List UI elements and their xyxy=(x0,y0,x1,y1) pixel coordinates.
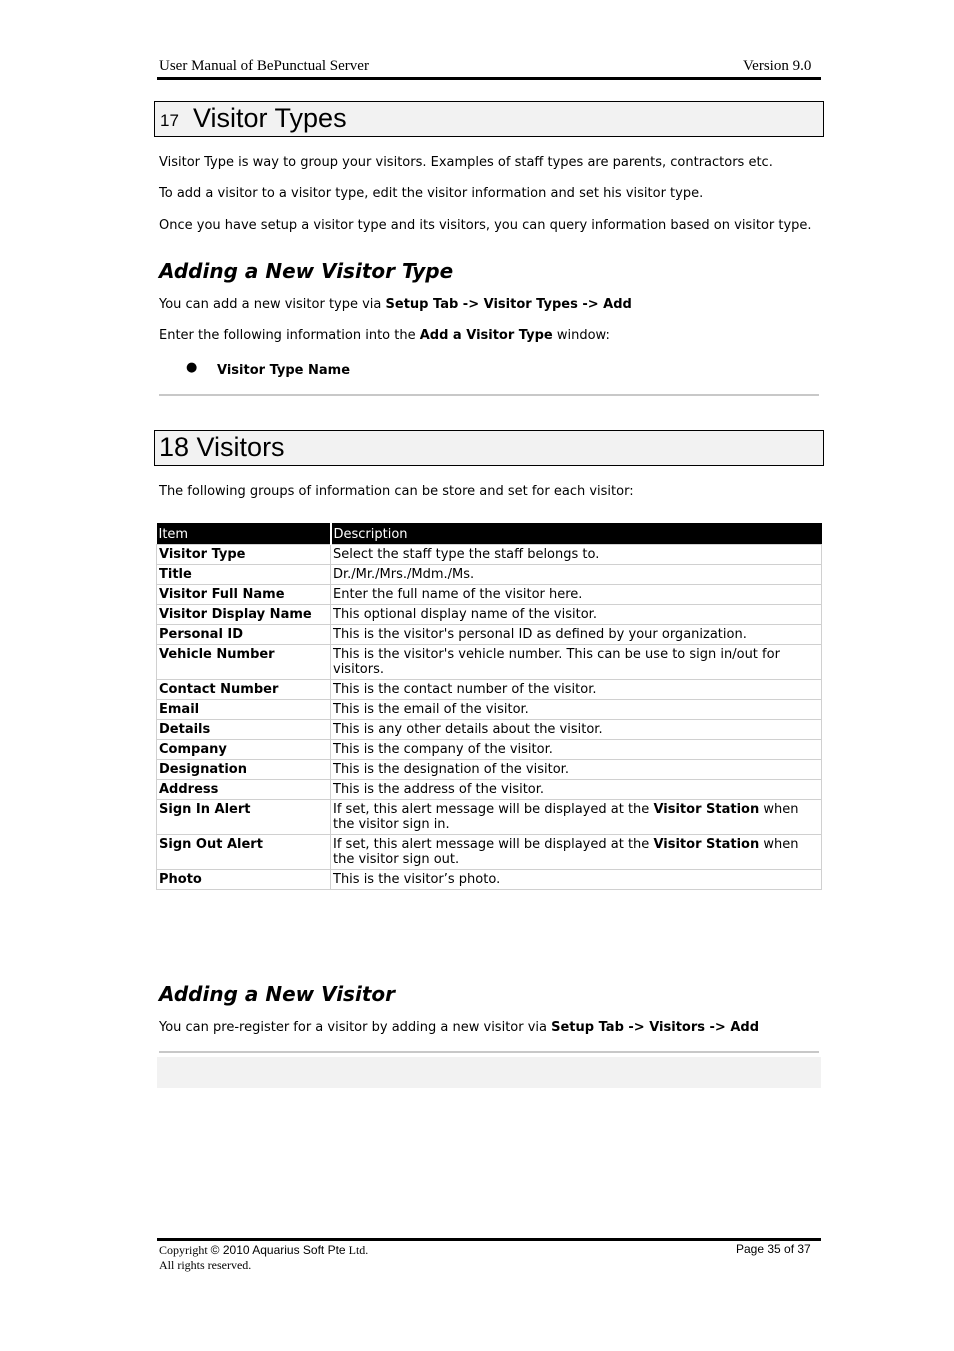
header-rule xyxy=(157,77,821,80)
table-row xyxy=(157,565,822,585)
cell-item: Address xyxy=(157,780,331,800)
cell-item: Visitor Type xyxy=(157,545,331,565)
table-row xyxy=(157,835,822,870)
paragraph: To add a visitor to a visitor type, edit the visitor information and set his visitor type. xyxy=(159,186,704,201)
paragraph-add-visitor xyxy=(159,1020,759,1035)
cell-item: Sign In Alert xyxy=(157,800,331,835)
cell-description: This is any other details about the visitor. xyxy=(331,720,822,740)
column-header-item: Item xyxy=(157,523,331,545)
table-row xyxy=(157,680,822,700)
footer-rights: All rights reserved. xyxy=(159,1258,252,1272)
footer-copyright xyxy=(159,1243,368,1258)
column-header-description: Description xyxy=(331,523,822,545)
cell-description: This is the company of the visitor. xyxy=(331,740,822,760)
cell-description xyxy=(331,835,822,870)
section-17-title: Visitor Types xyxy=(193,103,347,133)
table-row xyxy=(157,545,822,565)
section-17-heading xyxy=(154,101,824,137)
cell-description: This is the visitor's vehicle number. This can be use to sign in/out for visitors. xyxy=(331,645,822,680)
text: window: xyxy=(552,328,610,343)
cell-item: Photo xyxy=(157,870,331,890)
subheading-add-visitor: Adding a New Visitor xyxy=(159,982,395,1006)
cell-item: Title xyxy=(157,565,331,585)
bold-term: Visitor Station xyxy=(653,802,760,817)
bullet-icon: ● xyxy=(186,360,198,375)
empty-gray-band xyxy=(157,1057,821,1088)
table-row xyxy=(157,720,822,740)
cell-item: Email xyxy=(157,700,331,720)
paragraph-add-visitor-type xyxy=(159,297,632,312)
table-row xyxy=(157,625,822,645)
paragraph: The following groups of information can be store and set for each visitor: xyxy=(159,484,634,499)
table-row xyxy=(157,605,822,625)
cell-description: Select the staff type the staff belongs to. xyxy=(331,545,822,565)
section-17-number: 17 xyxy=(160,111,179,130)
table-row xyxy=(157,740,822,760)
table-row xyxy=(157,800,822,835)
cell-item: Designation xyxy=(157,760,331,780)
cell-description xyxy=(331,800,822,835)
text: Copyright xyxy=(159,1243,211,1257)
header-version: Version 9.0 xyxy=(743,58,812,74)
paragraph-enter-info xyxy=(159,328,610,343)
cell-item: Vehicle Number xyxy=(157,645,331,680)
text: when the visitor sign out. xyxy=(333,837,799,867)
cell-item: Contact Number xyxy=(157,680,331,700)
table-row xyxy=(157,700,822,720)
text: If set, this alert message will be displayed at the xyxy=(333,837,654,852)
table-header-row xyxy=(157,523,822,545)
cell-item: Sign Out Alert xyxy=(157,835,331,870)
text: when the visitor sign in. xyxy=(333,802,799,832)
paragraph: Visitor Type is way to group your visitors. Examples of staff types are parents, contractors etc. xyxy=(159,155,773,170)
cell-description: Dr./Mr./Mrs./Mdm./Ms. xyxy=(331,565,822,585)
table-row xyxy=(157,585,822,605)
text: You can pre-register for a visitor by adding a new visitor via xyxy=(159,1020,552,1035)
subheading-add-visitor-type: Adding a New Visitor Type xyxy=(159,259,454,283)
window-name: Add a Visitor Type xyxy=(419,328,553,343)
menu-path: Setup Tab -> Visitors -> Add xyxy=(551,1020,760,1035)
bold-term: Visitor Station xyxy=(653,837,760,852)
footer-rule xyxy=(157,1238,821,1241)
cell-description: This is the address of the visitor. xyxy=(331,780,822,800)
text: If set, this alert message will be displayed at the xyxy=(333,802,654,817)
table-row xyxy=(157,645,822,680)
cell-item: Visitor Full Name xyxy=(157,585,331,605)
text: Ltd. xyxy=(345,1243,369,1257)
cell-description: This optional display name of the visitor. xyxy=(331,605,822,625)
menu-path: Setup Tab -> Visitor Types -> Add xyxy=(385,297,632,312)
page-number: Page 35 of 37 xyxy=(736,1242,811,1256)
cell-description: This is the designation of the visitor. xyxy=(331,760,822,780)
cell-description: This is the visitor’s photo. xyxy=(331,870,822,890)
bullet-item: Visitor Type Name xyxy=(217,363,351,378)
text: Enter the following information into the xyxy=(159,328,420,343)
table-row xyxy=(157,780,822,800)
section-18-title: 18 Visitors xyxy=(159,432,285,462)
cell-description: This is the email of the visitor. xyxy=(331,700,822,720)
cell-item: Details xyxy=(157,720,331,740)
cell-item: Visitor Display Name xyxy=(157,605,331,625)
cell-description: This is the visitor's personal ID as defined by your organization. xyxy=(331,625,822,645)
cell-description: This is the contact number of the visitor. xyxy=(331,680,822,700)
section-18-heading xyxy=(154,430,824,466)
section-separator xyxy=(159,1051,819,1053)
text: You can add a new visitor type via xyxy=(159,297,386,312)
table-row xyxy=(157,870,822,890)
table-row xyxy=(157,760,822,780)
paragraph: Once you have setup a visitor type and its visitors, you can query information based on visitor type. xyxy=(159,218,812,233)
visitor-fields-table xyxy=(156,523,822,890)
company-name: 2010 Aquarius Soft Pte xyxy=(219,1243,346,1257)
cell-item: Company xyxy=(157,740,331,760)
copyright-symbol: © xyxy=(210,1243,220,1257)
header-title: User Manual of BePunctual Server xyxy=(159,58,369,74)
section-separator xyxy=(159,394,819,396)
cell-description: Enter the full name of the visitor here. xyxy=(331,585,822,605)
cell-item: Personal ID xyxy=(157,625,331,645)
